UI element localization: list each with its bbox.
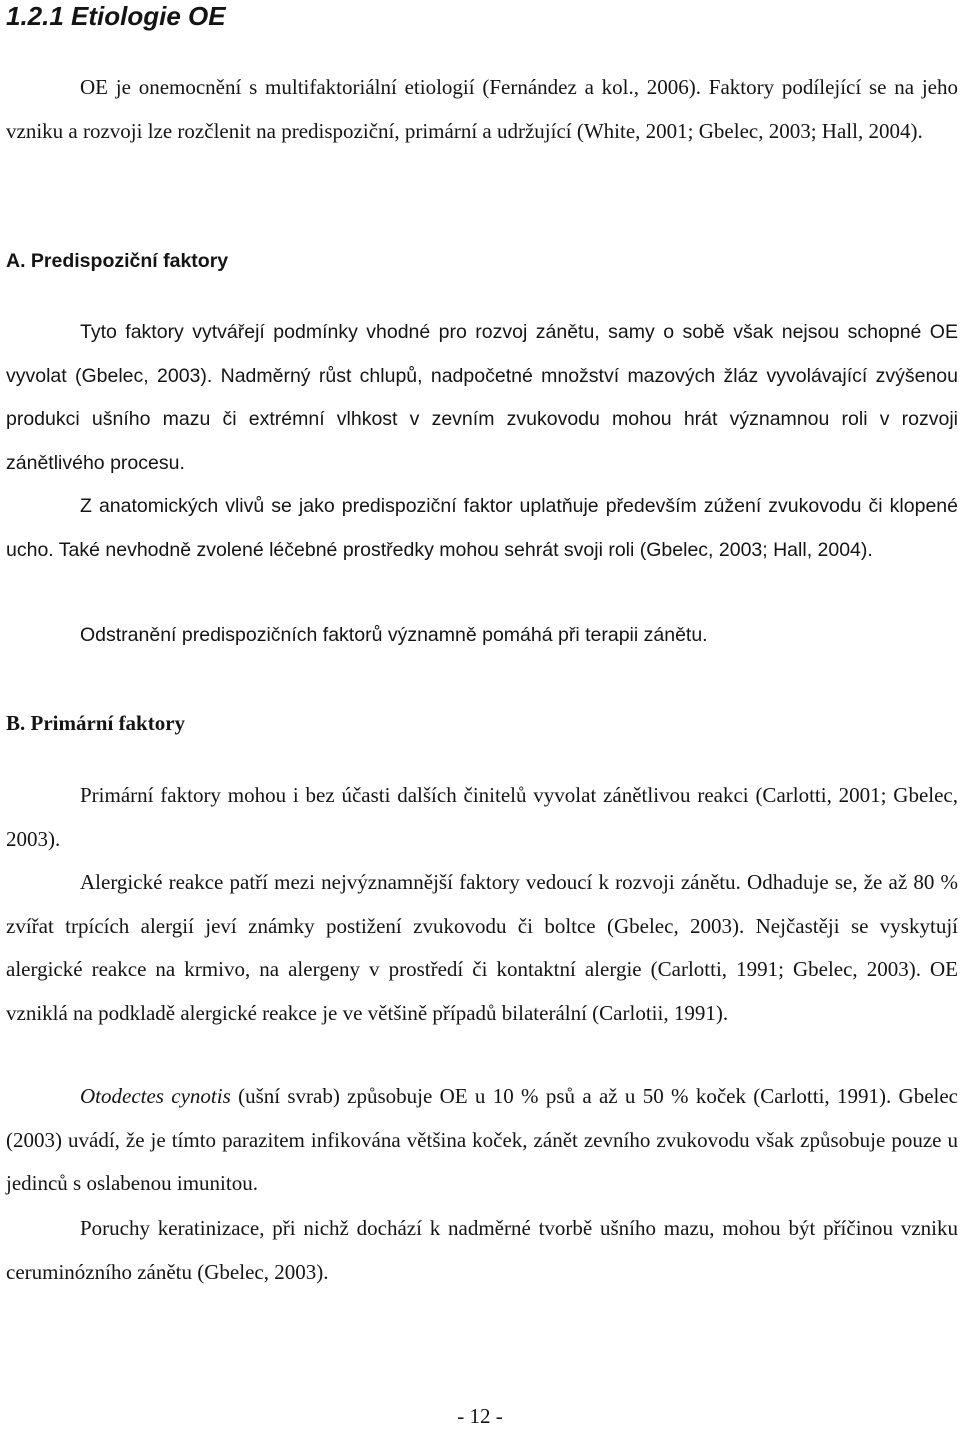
section-title: 1.2.1 Etiologie OE [6,1,226,31]
section-b-paragraph-1: Primární faktory mohou i bez účasti dalších činitelů vyvolat zánětlivou reakci (Carlotti, 2001; Gbelec, 2003). [6,783,958,851]
section-a-paragraph-3: Odstranění predispozičních faktorů významně pomáhá při terapii zánětu. [80,624,708,646]
section-a-paragraph-2: Z anatomických vlivů se jako predispoziční faktor uplatňuje především zúžení zvukovodu či klopené ucho. Také nevhodně zvolené léčebné prostředky mohou sehrát svoji roli (Gbelec, 2003; Hall, 2004). [6,495,958,561]
species-name: Otodectes cynotis [80,1084,231,1108]
intro-paragraph: OE je onemocnění s multifaktoriální etiologií (Fernández a kol., 2006). Faktory podílející se na jeho vzniku a rozvoji lze rozčlenit na predispoziční, primární a udržující (White, 2001; Gbelec, 2003; Hall, 2004). [6,75,958,143]
section-b-title: B. Primární faktory [6,711,186,735]
section-a-paragraph-1: Tyto faktory vytvářejí podmínky vhodné pro rozvoj zánětu, samy o sobě však nejsou schopné OE vyvolat (Gbelec, 2003). Nadměrný růst chlupů, nadpočetné množství mazových žláz vyvolávající zvýšenou produkci ušního mazu či extrémní vlhkost v zevním zvukovodu mohou hrát významnou roli v rozvoji zánětlivého procesu. [6,321,958,475]
section-b-paragraph-4: Poruchy keratinizace, při nichž dochází k nadměrné tvorbě ušního mazu, mohou být příčinou vzniku ceruminózního zánětu (Gbelec, 2003). [6,1216,958,1284]
section-b-paragraph-3 [6,1075,958,1206]
page-number: - 12 - [457,1404,503,1428]
section-a-title: A. Predispoziční faktory [6,250,229,272]
section-b-paragraph-2: Alergické reakce patří mezi nejvýznamnější faktory vedoucí k rozvoji zánětu. Odhaduje se, že až 80 % zvířat trpících alergií jeví známky postižení zvukovodu či boltce (Gbelec, 2003). Nejčastěji se vyskytují alergické reakce na krmivo, na alergeny v prostředí či kontaktní alergie (Carlotti, 1991; Gbelec, 2003). OE vzniklá na podkladě alergické reakce je ve většině případů bilaterální (Carlotii, 1991). [6,870,958,1026]
section-b-paragraph-3-text: (ušní svrab) způsobuje OE u 10 % psů a až u 50 % koček (Carlotti, 1991). Gbelec (2003) uvádí, že je tímto parazitem infikována většina koček, zánět zevního zvukovodu však způsobuje pouze u jedinců s oslabenou imunitou. [6,1084,958,1196]
